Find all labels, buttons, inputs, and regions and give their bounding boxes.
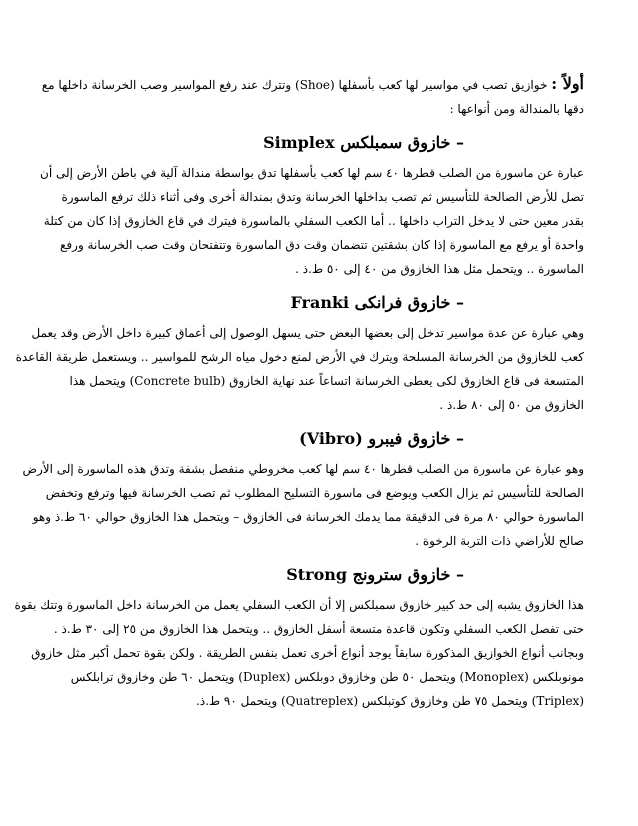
section-heading-strong: – خازوق سترونج Strong bbox=[286, 565, 464, 584]
section-heading-vibro: – خازوق فيبرو (Vibro) bbox=[299, 429, 464, 448]
section-line: (Triplex) ويتحمل ٧٥ طن وخازوق كوتبلكس (Quatreplex) ويتحمل ٩٠ ط.ذ. bbox=[196, 694, 584, 708]
section-line: صالح للأراضي ذات التربة الرخوة . bbox=[415, 534, 584, 548]
section-franki bbox=[15, 291, 584, 417]
section-line: الماسورة حوالي ٨٠ مرة فى الدقيقة مما يدمك الخرسانة فى الخازوق – ويتحمل هذا الخازوق حوالي ٦٠ ط.ذ وهو bbox=[32, 510, 584, 524]
section-line: مونوبلكس (Monoplex) ويتحمل ٥٠ طن وخازوق دوبلكس (Duplex) ويتحمل ٦٠ طن وخازوق ترابلكس bbox=[70, 670, 584, 684]
intro-lead: أولاً : bbox=[551, 74, 584, 93]
intro-text: خوازيق تصب في مواسير لها كعب بأسفلها (Shoe) وتترك عند رفع المواسير وصب الخرسانة داخلها مع bbox=[41, 78, 548, 92]
intro-line-1 bbox=[41, 72, 584, 97]
section-line: الخازوق من ٥٠ إلى ٨٠ ط.ذ . bbox=[439, 398, 584, 412]
section-vibro bbox=[22, 427, 584, 553]
section-strong bbox=[14, 563, 584, 713]
section-line: الصالحة للتأسيس ثم يزال الكعب ويوضع فى ماسورة التسليح المطلوب ثم تصب الخرسانة فيها وترفع وتخفض bbox=[45, 486, 584, 500]
section-line: بقدر معين حتى لا يدخل التراب داخلها .. أما الكعب السفلي بالماسورة فيترك في قاع الخازوق إذا كان من كتلة bbox=[43, 214, 584, 228]
section-line: واحدة أو يرفع مع الماسورة إذا كان بشقتين تتضمان وقت دق الماسورة وتتفتحان وقت صب الخرسانة ورفع bbox=[60, 238, 584, 252]
intro-paragraph bbox=[41, 72, 584, 121]
section-line: وهي عبارة عن عدة مواسير تدخل إلى بعضها البعض حتى يسهل الوصول إلى أعماق كبيرة داخل الأرض وقد يعمل bbox=[31, 326, 584, 340]
section-heading-simplex: – خازوق سمبلكس Simplex bbox=[263, 133, 464, 152]
section-line: حتى تفصل الكعب السفلي وتكون قاعدة متسعة أسفل الخازوق .. ويتحمل هذا الخازوق من ٢٥ إلى ٣٠ ط.ذ . bbox=[53, 622, 584, 636]
section-line: المتسعة فى قاع الخازوق لكى يعطى الخرسانة اتساعاً عند نهاية الخازوق (Concrete bulb) ويتحمل هذا bbox=[69, 374, 584, 388]
section-simplex bbox=[40, 131, 584, 281]
section-line: وهو عبارة عن ماسورة من الصلب قطرها ٤٠ سم لها كعب مخروطي منفصل بشفة وتدق هذه الماسورة إلى الأرض bbox=[22, 462, 584, 476]
section-line: وبجانب أنواع الخوازيق المذكورة سابقاً يوجد أنواع أخرى تعمل بنفس الطريقة . ولكن بقوة تحمل أكبر مثل خازوق bbox=[31, 646, 584, 660]
section-line: هذا الخازوق يشبه إلى حد كبير خازوق سمبلكس إلا أن الكعب السفلي يعمل من الخرسانة داخل الماسورة وتتك بقوة bbox=[14, 598, 584, 612]
section-line: كعب للخازوق من الخرسانة المسلحة ويترك في الأرض لمنع دخول مياه الرشح للمواسير .. ويستعمل طريقة القاعدة bbox=[15, 350, 584, 364]
section-line: تصل للأرض الصالحة للتأسيس ثم تصب بداخلها الخرسانة وتدق بمندالة أخرى وفى أثناء ذلك ترفع الماسورة bbox=[61, 190, 584, 204]
intro-line-2: دقها بالمندالة ومن أنواعها : bbox=[449, 102, 584, 116]
section-heading-franki: – خازوق فرانكى Franki bbox=[290, 293, 464, 312]
section-line: عبارة عن ماسورة من الصلب قطرها ٤٠ سم لها كعب بأسفلها تدق بواسطة مندالة آلية في باطن الأرض إلى أن bbox=[40, 166, 584, 180]
section-line: الماسورة .. ويتحمل مثل هذا الخازوق من ٤٠ إلى ٥٠ ط.ذ . bbox=[295, 262, 584, 276]
